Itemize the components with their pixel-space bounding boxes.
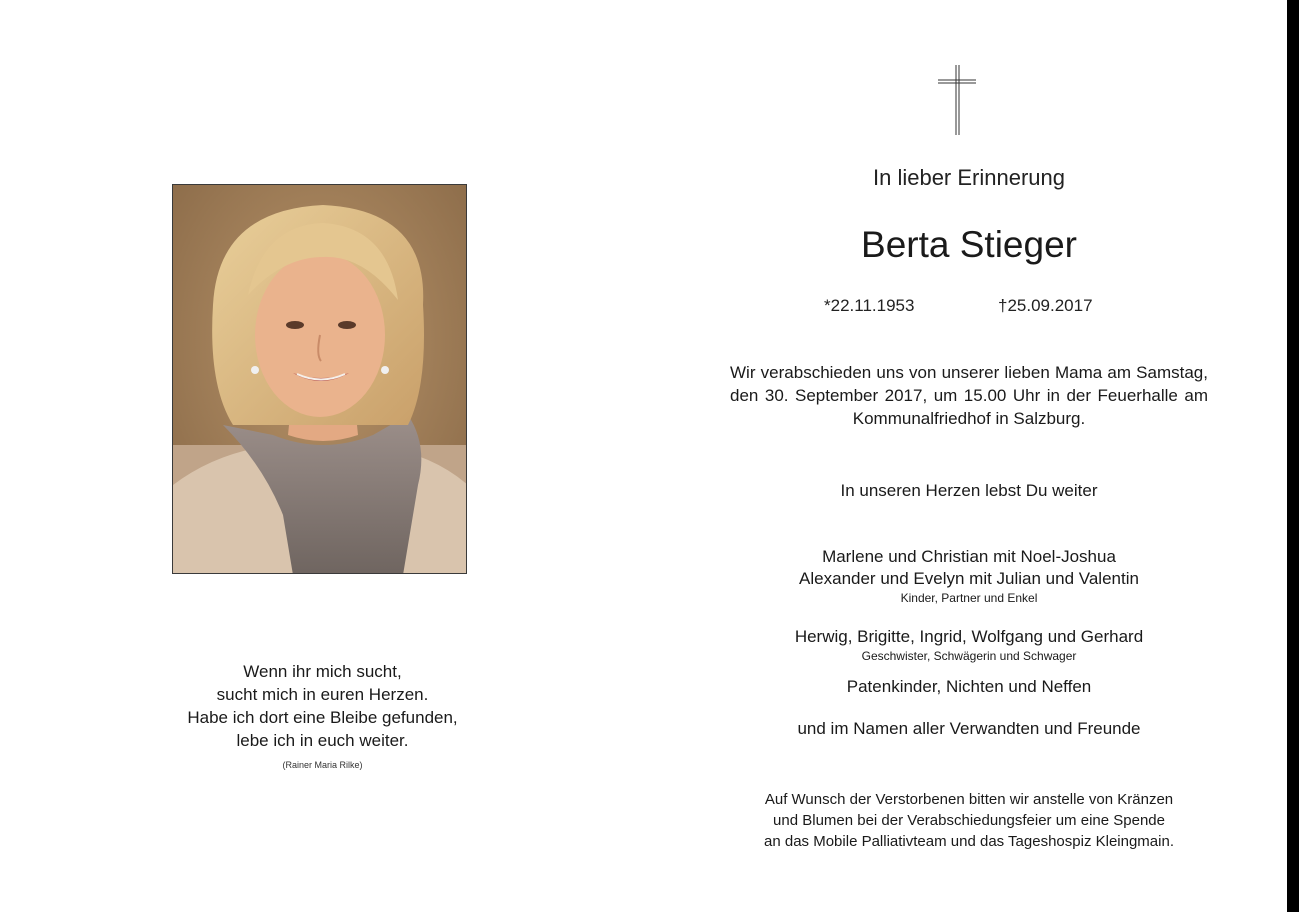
poem-credit: (Rainer Maria Rilke): [282, 760, 363, 770]
poem-line: lebe ich in euch weiter.: [236, 731, 409, 750]
children-caption: Kinder, Partner und Enkel: [900, 591, 1038, 605]
birth-date: *22.11.1953: [824, 296, 915, 315]
portrait-illustration: [173, 185, 467, 574]
page-edge: [1287, 0, 1299, 912]
donation-line: und Blumen bei der Verabschiedungsfeier um eine Spende: [773, 812, 1165, 829]
spacer: [718, 664, 1220, 676]
portrait-photo: [172, 184, 467, 574]
motto: In unseren Herzen lebst Du weiter: [840, 481, 1098, 500]
children-line: Marlene und Christian mit Noel-Joshua: [822, 547, 1116, 566]
siblings-line: Herwig, Brigitte, Ingrid, Wolfgang und Gerhard: [794, 627, 1144, 646]
family-list: [718, 546, 1220, 740]
memorial-heading: In lieber Erinnerung: [872, 165, 1065, 190]
spacer: [718, 606, 1220, 626]
poem-line: Wenn ihr mich sucht,: [243, 662, 402, 681]
poem: [150, 660, 495, 752]
donation-line: an das Mobile Palliativteam und das Tageshospiz Kleingmain.: [764, 833, 1174, 850]
deceased-name: Berta Stieger: [861, 224, 1077, 265]
relatives-line: und im Namen aller Verwandten und Freunde: [797, 719, 1141, 738]
ceremony-announcement: Wir verabschieden uns von unserer lieben Mama am Samstag, den 30. September 2017, um 15.00 Uhr in der Feuerhalle am Kommunalfriedhof in Salzburg.: [730, 363, 1208, 428]
poem-line: sucht mich in euren Herzen.: [216, 685, 429, 704]
donation-line: Auf Wunsch der Verstorbenen bitten wir anstelle von Kränzen: [764, 791, 1174, 808]
donation-request: [718, 789, 1220, 852]
siblings-caption: Geschwister, Schwägerin und Schwager: [861, 649, 1077, 663]
cross-icon: [936, 63, 978, 137]
children-line: Alexander und Evelyn mit Julian und Valentin: [799, 569, 1139, 588]
death-date: †25.09.2017: [998, 296, 1093, 315]
spacer: [718, 698, 1220, 718]
poem-line: Habe ich dort eine Bleibe gefunden,: [187, 708, 458, 727]
godchildren-line: Patenkinder, Nichten und Neffen: [846, 677, 1092, 696]
